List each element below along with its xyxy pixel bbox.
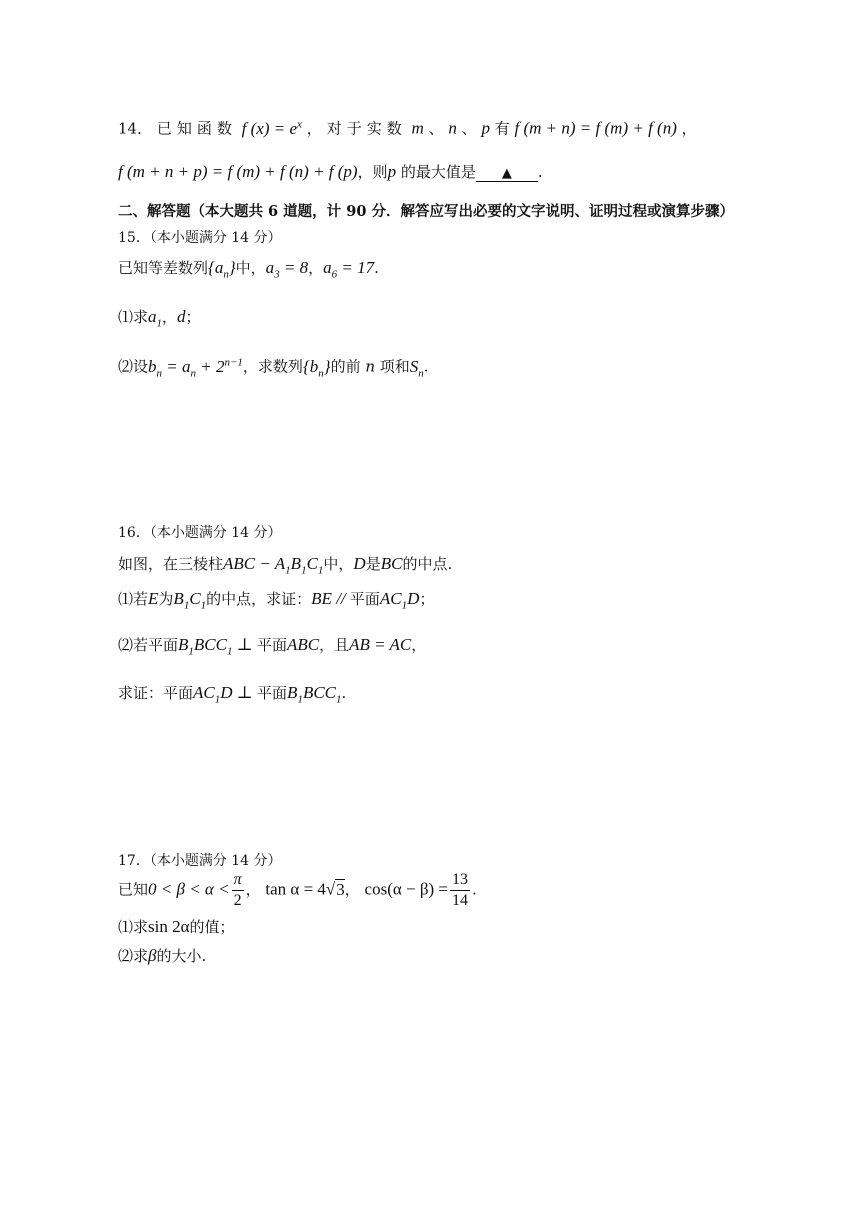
- q14-var-n: n: [448, 118, 457, 138]
- sqrt-icon: √: [325, 879, 336, 899]
- q15-header: 15．（本小题满分 14 分）: [118, 230, 282, 246]
- q14-then: ，则: [357, 163, 388, 181]
- q16-header: 16．（本小题满分 14 分）: [118, 525, 282, 541]
- q16-proof: 求证：平面$AC_1D$ ⊥ 平面$B_1BCC_1$.: [118, 683, 347, 706]
- q15-part2: ⑵设$b_n = a_n + 2^{n-1}$，求数列$\{b_n\}$的前 n 项和$S_n$.: [118, 356, 429, 380]
- a3-value: $a_3 = 8$: [265, 258, 309, 281]
- q16-part1: ⑴若E为$B_1C_1$的中点，求证：BE // 平面$AC_1D$；: [118, 589, 435, 612]
- q17-header: 17．（本小题满分 14 分）: [118, 853, 282, 869]
- fraction-13-14: $\frac{13}{14}$: [452, 871, 469, 909]
- q14-end: .: [537, 163, 543, 181]
- triangle-icon: ▲: [501, 166, 512, 181]
- q14-mid-text: ，对于实数: [306, 119, 407, 138]
- q15-given: 已知等差数列$\{a_n\}$中，$a_3 = 8$，$a_6 = 17$.: [118, 258, 379, 281]
- q17-part1: ⑴求sin 2α的值；: [118, 917, 235, 936]
- q14-line1: [118, 118, 748, 139]
- a6-value: $a_6 = 17$: [323, 258, 375, 281]
- q14-var-m: m: [411, 118, 424, 138]
- q14-sep2: 、: [461, 119, 477, 138]
- q14-equation2: f (m + n + p) = f (m) + f (n) + f (p): [118, 162, 358, 181]
- q14-number: 14．: [118, 119, 153, 138]
- q14-have: 有: [494, 119, 510, 138]
- tan-alpha: tan α = 4√3: [265, 879, 345, 899]
- q14-line2: [118, 162, 543, 182]
- section-title: 二、解答题（本大题共 6 道题，计 90 分．解答应写出必要的文字说明、证明过程或演算步骤）: [118, 203, 734, 220]
- q16-part2: ⑵若平面$B_1BCC_1$ ⊥ 平面ABC，且AB = AC，: [118, 635, 427, 658]
- q17-given: 已知0 < β < α < $\frac{\pi}{2}$ ， tan α = 4√3， cos(α − β) = $\frac{13}{14}$ .: [118, 871, 477, 909]
- q14-comma: ，: [681, 119, 697, 138]
- q15-part1: ⑴求$a_1$，d；: [118, 307, 201, 330]
- q14-equation1: f (m + n) = f (m) + f (n): [514, 118, 677, 138]
- answer-blank: [476, 167, 538, 182]
- q14-var-p2: p: [387, 162, 397, 181]
- sequence-an: $\{a_n\}$: [208, 258, 236, 281]
- q14-function: f $(x) = e^x$: [241, 118, 302, 138]
- q14-var-p: p: [481, 118, 490, 138]
- q14-max-text: 的最大值是: [400, 163, 476, 181]
- pi-over-2: $\frac{\pi}{2}$: [233, 871, 242, 909]
- q14-intro: 已知函数: [156, 119, 237, 138]
- q14-sep1: 、: [428, 119, 444, 138]
- q16-given: 如图，在三棱柱ABC − $A_1B_1C_1$中，D是BC的中点.: [118, 554, 453, 577]
- q17-part2: ⑵求β的大小.: [118, 946, 207, 965]
